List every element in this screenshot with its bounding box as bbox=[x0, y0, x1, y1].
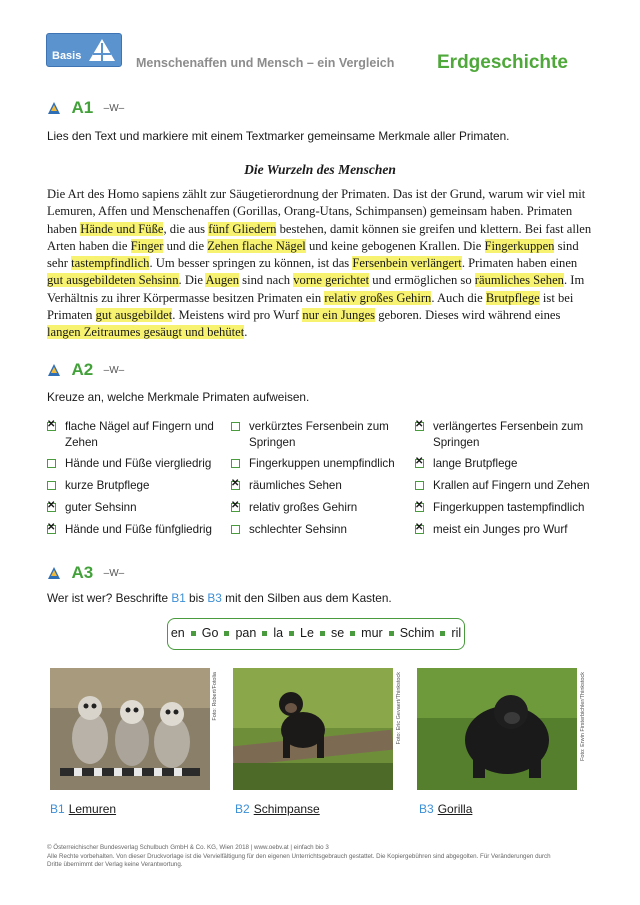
basis-logo bbox=[46, 33, 122, 67]
task-level: –W– bbox=[103, 364, 125, 376]
triangle-logo-icon bbox=[87, 37, 117, 63]
checkbox-label: Hände und Füße fünfgliedrig bbox=[65, 523, 212, 536]
checkbox[interactable] bbox=[47, 525, 56, 534]
footer-line: Dritte übernimmt der Verlag keine Verantwortung. bbox=[47, 861, 183, 869]
highlighted-text: Fersenbein verlängert bbox=[352, 256, 462, 271]
highlighted-text: Zehen flache Nägel bbox=[207, 238, 306, 253]
text-segment: und die bbox=[163, 238, 208, 253]
checkbox-label: räumliches Sehen bbox=[249, 479, 342, 492]
text-segment: . Auch die bbox=[431, 290, 486, 305]
highlighted-text: langen Zeitraumes gesäugt und behütet bbox=[47, 325, 245, 340]
syllable: pan bbox=[235, 626, 257, 640]
syllable-box bbox=[167, 618, 465, 650]
text-segment: . Im Verhältnis zu ihrer Körpermasse besitzen Primaten ein bbox=[47, 273, 585, 305]
caption-id: B1 bbox=[50, 802, 65, 816]
highlighted-text: räumliches Sehen bbox=[474, 273, 564, 288]
checkbox-label: Krallen auf Fingern und Zehen bbox=[433, 479, 590, 492]
checkbox[interactable] bbox=[47, 481, 56, 490]
text-segment: geboren. Dieses wird während eines bbox=[375, 308, 561, 323]
syllable: Le bbox=[300, 626, 314, 640]
syllable: la bbox=[273, 626, 284, 640]
checkbox-label: relativ großes Gehirn bbox=[249, 501, 358, 514]
instruction-text: bis bbox=[185, 591, 208, 605]
syllable: ril bbox=[451, 626, 462, 640]
checkbox-label: Fingerkuppen tastempfindlich bbox=[433, 501, 585, 514]
chimpanzee-photo bbox=[233, 668, 393, 790]
highlighted-text: relativ großes Gehirn bbox=[324, 290, 432, 305]
gorilla-photo bbox=[417, 668, 577, 790]
separator-square bbox=[350, 631, 355, 636]
mountain-icon bbox=[47, 566, 61, 580]
text-segment: . Um besser springen zu können, ist das bbox=[149, 256, 353, 271]
task-a3-instruction bbox=[47, 591, 392, 605]
task-a2-header bbox=[47, 360, 124, 382]
caption-name: Schimpanse bbox=[253, 802, 320, 816]
checkbox-label: meist ein Junges pro Wurf bbox=[433, 523, 568, 536]
b3-ref: B3 bbox=[207, 591, 222, 605]
checkbox-label: Fingerkuppen unempfindlich bbox=[249, 457, 395, 470]
subject-title: Erdgeschichte bbox=[437, 52, 568, 73]
footer-line: © Österreichischer Bundesverlag Schulbuch GmbH & Co. KG, Wien 2018 | www.oebv.at | einfach bio 3 bbox=[47, 844, 329, 851]
separator-square bbox=[320, 631, 325, 636]
checkbox[interactable] bbox=[47, 503, 56, 512]
text-segment: sind sehr bbox=[47, 238, 579, 271]
syllable: en bbox=[170, 626, 185, 640]
mountain-icon bbox=[47, 101, 61, 115]
highlighted-text: Finger bbox=[130, 238, 164, 253]
text-segment: . Die bbox=[178, 273, 206, 288]
caption-id: B3 bbox=[419, 802, 434, 816]
task-number: A1 bbox=[71, 98, 94, 117]
instruction-text: Wer ist wer? Beschrifte bbox=[47, 591, 172, 605]
mountain-icon bbox=[47, 363, 61, 377]
text-segment: bestehen, damit können sie greifen und klettern. Bei fast allen Arten haben die bbox=[47, 221, 592, 253]
highlighted-text: gut ausgebildet bbox=[95, 308, 173, 323]
task-a3-header bbox=[47, 563, 124, 585]
checkbox-label: flache Nägel auf Fingern und Zehen bbox=[65, 420, 214, 449]
task-number: A2 bbox=[71, 360, 94, 379]
checkbox-label: lange Brutpflege bbox=[433, 457, 518, 470]
text-segment: . Meistens wird pro Wurf bbox=[172, 308, 303, 323]
footer-line: Alle Rechte vorbehalten. Von dieser Druckvorlage ist die Vervielfältigung für den eigenen Unterrichtsgebrauch gestattet. Die Kopiergebühren sind abgegolten. Für Veränderungen durch bbox=[47, 852, 551, 860]
photo-credit: Foto: Eric Gevaert/Thinkstock bbox=[396, 672, 402, 745]
separator-square bbox=[440, 631, 445, 636]
separator-square bbox=[389, 631, 394, 636]
reading-title: Die Wurzeln des Menschen bbox=[244, 162, 396, 177]
separator-square bbox=[289, 631, 294, 636]
task-a2-instruction: Kreuze an, welche Merkmale Primaten aufweisen. bbox=[47, 390, 310, 404]
highlighted-text: Augen bbox=[205, 273, 240, 288]
checkbox-label: kurze Brutpflege bbox=[65, 479, 150, 492]
logo-label: Basis bbox=[52, 50, 82, 62]
highlighted-text: gut ausgebildeten Sehsinn bbox=[47, 273, 179, 288]
reading-text bbox=[47, 186, 595, 342]
lemur-photo bbox=[50, 668, 210, 790]
text-segment: . bbox=[244, 325, 248, 340]
checkbox-label: guter Sehsinn bbox=[65, 501, 137, 514]
checkbox[interactable] bbox=[415, 422, 424, 431]
checkbox[interactable] bbox=[231, 422, 240, 431]
separator-square bbox=[262, 631, 267, 636]
syllable: se bbox=[330, 626, 345, 640]
text-segment: . Primaten haben einen bbox=[461, 256, 578, 271]
syllable: Schim bbox=[399, 626, 435, 640]
separator-square bbox=[191, 631, 196, 636]
text-segment: , die aus bbox=[163, 221, 209, 236]
task-a1-instruction: Lies den Text und markiere mit einem Textmarker gemeinsame Merkmale aller Primaten. bbox=[47, 129, 510, 143]
checkbox[interactable] bbox=[231, 459, 240, 468]
checkbox[interactable] bbox=[415, 481, 424, 490]
highlighted-text: Fingerkuppen bbox=[484, 238, 555, 253]
checkbox[interactable] bbox=[415, 459, 424, 468]
highlighted-text: Hände und Füße bbox=[80, 221, 164, 236]
checkbox[interactable] bbox=[47, 422, 56, 431]
checkbox[interactable] bbox=[231, 481, 240, 490]
text-segment: sind nach bbox=[239, 273, 294, 288]
task-level: –W– bbox=[103, 102, 125, 114]
separator-square bbox=[224, 631, 229, 636]
checkbox-label: verlängertes Fersenbein zum Springen bbox=[433, 420, 584, 449]
syllable: Go bbox=[201, 626, 219, 640]
text-segment: und keine gebogenen Krallen. Die bbox=[305, 238, 485, 253]
checkbox-label: Hände und Füße viergliedrig bbox=[65, 457, 212, 470]
footer bbox=[47, 844, 597, 870]
caption-name: Gorilla bbox=[437, 802, 473, 816]
checkbox[interactable] bbox=[415, 503, 424, 512]
checkbox-label: schlechter Sehsinn bbox=[249, 523, 347, 536]
photo-credit: Foto: Robert/Fotolia bbox=[212, 672, 218, 721]
photo-credit: Foto: Erwin Firsterbichler/Thinkstock bbox=[580, 672, 586, 761]
highlighted-text: nur ein Junges bbox=[302, 308, 376, 323]
checkbox[interactable] bbox=[47, 459, 56, 468]
checkbox[interactable] bbox=[415, 525, 424, 534]
checkbox-label: verkürztes Fersenbein zum Springen bbox=[249, 420, 389, 449]
task-number: A3 bbox=[71, 563, 94, 582]
caption-b3 bbox=[419, 802, 472, 816]
b1-ref: B1 bbox=[171, 591, 186, 605]
text-segment: und ermöglichen so bbox=[369, 273, 475, 288]
checkbox[interactable] bbox=[231, 503, 240, 512]
highlighted-text: vorne gerichtet bbox=[293, 273, 370, 288]
text-segment: ist bei Primaten bbox=[47, 290, 574, 323]
caption-b2 bbox=[235, 802, 320, 816]
task-a1-header bbox=[47, 98, 124, 120]
instruction-text: mit den Silben aus dem Kasten. bbox=[221, 591, 392, 605]
caption-b1 bbox=[50, 802, 116, 816]
task-level: –W– bbox=[103, 567, 125, 579]
topic-title: Menschenaffen und Mensch – ein Vergleich bbox=[136, 56, 395, 70]
checkbox[interactable] bbox=[231, 525, 240, 534]
highlighted-text: tastempfindlich bbox=[71, 256, 150, 271]
caption-name: Lemuren bbox=[68, 802, 117, 816]
caption-id: B2 bbox=[235, 802, 250, 816]
highlighted-text: Brutpflege bbox=[485, 290, 540, 305]
text-segment: Die Art des Homo sapiens zählt zur Säugetierordnung der Primaten. Das ist der Grund, warum wir viel mit Lemuren, Affen und Menschenaffen (Gorillas, Orang-Utans, Schimpansen) gemeinsam haben. Primaten haben bbox=[47, 187, 586, 236]
highlighted-text: fünf Gliedern bbox=[208, 221, 277, 236]
syllable: mur bbox=[361, 626, 383, 640]
